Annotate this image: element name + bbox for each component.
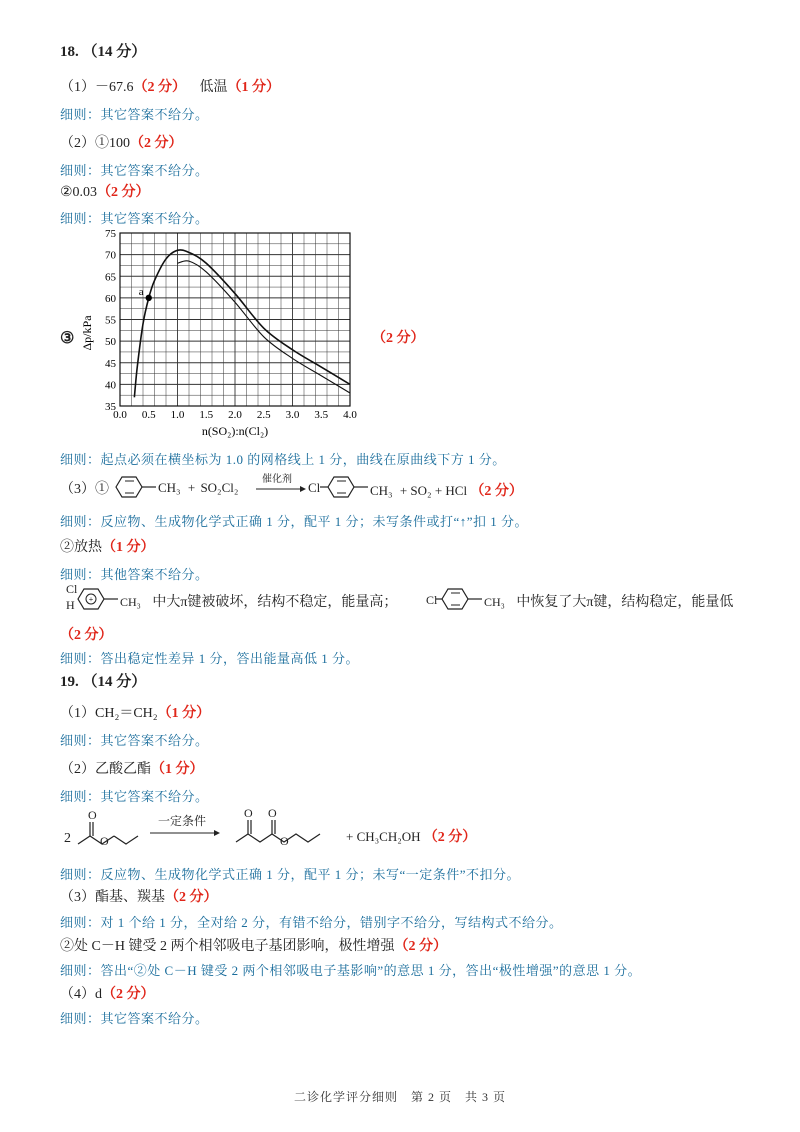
q19-part2: [60, 758, 204, 778]
answer-value: 乙酸乙酯: [95, 762, 151, 777]
q19-header: 19. （14 分）: [60, 674, 147, 690]
y-tick-label: 55: [105, 314, 116, 327]
score-badge: （2 分）: [372, 331, 425, 346]
reaction-arrow: [150, 828, 220, 838]
svg-text:+: +: [88, 595, 94, 604]
chlorine-atom: Cl: [308, 480, 321, 495]
chlorine-atom: Cl: [426, 593, 438, 607]
methyl-group: CH₃: [484, 595, 505, 609]
chart-curves: [134, 250, 350, 397]
q19-part3: [60, 886, 218, 906]
ethanol: + CH₃CH₂OH: [346, 829, 421, 844]
part-label: （1）: [60, 706, 95, 721]
y-axis-label: Δp/kPa: [80, 315, 94, 351]
reagent: SO₂Cl₂: [200, 480, 239, 495]
chlorotoluene-structure: [434, 586, 484, 612]
score-badge: （2 分）: [423, 830, 477, 845]
x-axis-label: n(SO₂):n(Cl₂): [201, 424, 269, 438]
y-tick-label: 70: [105, 249, 116, 262]
reaction-arrow: [256, 484, 306, 494]
x-tick-label: 3.0: [285, 409, 300, 421]
part-label: （1）: [60, 80, 95, 95]
answer-value: d: [95, 987, 102, 1002]
explanation-line: [484, 591, 733, 611]
equation-product: [346, 826, 476, 846]
chlorine-atom: Cl: [66, 582, 78, 596]
page-footer: 二诊化学评分细则 第 2 页 共 3 页: [293, 1090, 506, 1104]
oxygen-atom: O: [88, 808, 97, 822]
grading-rule: 细则：其它答案不给分。: [60, 107, 209, 122]
q18-header: 18. （14 分）: [60, 44, 147, 60]
ethyl-acetate-structure: [74, 808, 154, 853]
grading-rule: 细则：对 1 个给 1 分，全对给 2 分，有错不给分，错别字不给分，写结构式不给分。: [60, 915, 563, 930]
plus-sign: +: [187, 480, 196, 495]
x-tick-label: 2.0: [228, 409, 242, 421]
products: + SO₂ + HCl: [399, 483, 468, 498]
score-badge: （2 分）: [165, 890, 218, 905]
q18-part2: [60, 132, 183, 152]
grading-rule: 细则：其它答案不给分。: [60, 1011, 209, 1026]
q18-part2b: [60, 181, 150, 201]
grading-rule: 细则：反应物、生成物化学式正确 1 分，配平 1 分；未写条件或打“↑”扣 1 分。: [60, 514, 529, 529]
condition-label: 一定条件: [158, 814, 207, 828]
answer-value: ②放热: [60, 540, 102, 555]
grading-rule: 细则：答出稳定性差异 1 分，答出能量高低 1 分。: [60, 651, 360, 666]
grading-rule: 细则：其他答案不给分。: [60, 567, 209, 582]
chart-grid: [120, 233, 350, 406]
grading-rule: 细则：答出“②处 C－H 键受 2 两个相邻吸电子基影响”的意思 1 分，答出“极性增强”的意思 1 分。: [60, 963, 642, 978]
x-tick-label: 2.5: [256, 409, 271, 421]
methyl-group: CH₃: [370, 483, 393, 498]
catalyst-label: 催化剂: [262, 474, 292, 485]
x-tick-label: 0.5: [141, 409, 156, 421]
q19-part3b: [60, 935, 447, 955]
series-line-new: [178, 261, 351, 393]
explanation-text: 中大π键被破坏，结构不稳定，能量高；: [152, 595, 398, 610]
y-tick-label: 45: [105, 357, 116, 370]
score-badge: （2 分）: [130, 136, 183, 151]
reaction-products: [370, 480, 523, 500]
answer-value: 酯基、羰基: [95, 890, 165, 905]
point-a: [146, 295, 152, 301]
q19-part4: [60, 983, 155, 1003]
explanation-line: [120, 591, 397, 611]
oxygen-atom: O: [280, 834, 289, 848]
q18-part3-label: （3）①: [60, 482, 109, 497]
y-tick-label: 60: [105, 292, 116, 305]
oxygen-atom: O: [268, 806, 277, 820]
answer-extra: 低温: [199, 80, 228, 95]
toluene-structure: [108, 474, 158, 500]
x-tick-label: 1.5: [199, 409, 214, 421]
q18-part1: [60, 76, 280, 96]
chlorotoluene-structure: [318, 474, 370, 500]
grading-rule: 细则：起点必须在横坐标为 1.0 的网格线上 1 分，曲线在原曲线下方 1 分。: [60, 452, 506, 467]
grading-rule: 细则：反应物、生成物化学式正确 1 分，配平 1 分；未写“一定条件”不扣分。: [60, 867, 521, 882]
score-badge: （1 分）: [151, 762, 204, 777]
answer-value: ②0.03: [60, 185, 98, 200]
x-tick-label: 4.0: [343, 409, 357, 421]
explanation-text: 中恢复了大π键，结构稳定，能量低: [516, 595, 734, 610]
pressure-chart: [80, 228, 380, 443]
x-tick-label: 0.0: [113, 409, 127, 421]
y-tick-label: 65: [105, 271, 116, 284]
score-badge: （1 分）: [157, 706, 211, 721]
grading-rule: 细则：其它答案不给分。: [60, 211, 209, 226]
score-badge: （2 分）: [394, 939, 447, 954]
grading-rule: 细则：其它答案不给分。: [60, 789, 209, 804]
y-tick-label: 50: [105, 336, 116, 349]
y-tick-label: 40: [105, 379, 116, 392]
x-tick-label: 3.5: [314, 409, 329, 421]
score-badge: （2 分）: [470, 484, 523, 499]
oxygen-atom: O: [244, 806, 253, 820]
methyl-group: CH₃: [158, 480, 181, 495]
part-label: （2）: [60, 762, 95, 777]
score-badge: （2 分）: [97, 185, 150, 200]
y-tick-label: 35: [105, 401, 116, 413]
score-badge: （1 分）: [102, 540, 155, 555]
y-tick-label: 75: [105, 228, 116, 240]
score-badge: （2 分）: [102, 987, 155, 1002]
grading-rule: 细则：其它答案不给分。: [60, 163, 209, 178]
series-line-original: [134, 250, 350, 397]
part-label: ③: [60, 330, 75, 347]
oxygen-atom: O: [100, 834, 109, 848]
sigma-complex-structure: [74, 586, 122, 612]
x-tick-label: 1.0: [170, 409, 185, 421]
score-badge: （2 分）: [133, 80, 186, 95]
answer-value: ①100: [95, 136, 130, 151]
part-label: （3）: [60, 890, 95, 905]
coefficient: 2: [64, 831, 71, 846]
grading-rule: 细则：其它答案不给分。: [60, 733, 209, 748]
answer-value: CH₂＝CH₂: [95, 706, 158, 721]
part-label: （4）: [60, 987, 95, 1002]
answer-value: ②处 C－H 键受 2 两个相邻吸电子基团影响，极性增强: [60, 939, 395, 954]
reaction-line: [158, 480, 238, 496]
part-label: （2）: [60, 136, 95, 151]
point-a-label: a: [138, 285, 144, 298]
hydrogen-atom: H: [66, 598, 75, 612]
score-badge: （1 分）: [227, 80, 280, 95]
q18-part3b: [60, 536, 155, 556]
score-badge: （2 分）: [60, 628, 113, 643]
answer-value: －67.6: [95, 80, 134, 95]
methyl-group: CH₃: [120, 595, 141, 609]
q19-part1: [60, 702, 210, 722]
